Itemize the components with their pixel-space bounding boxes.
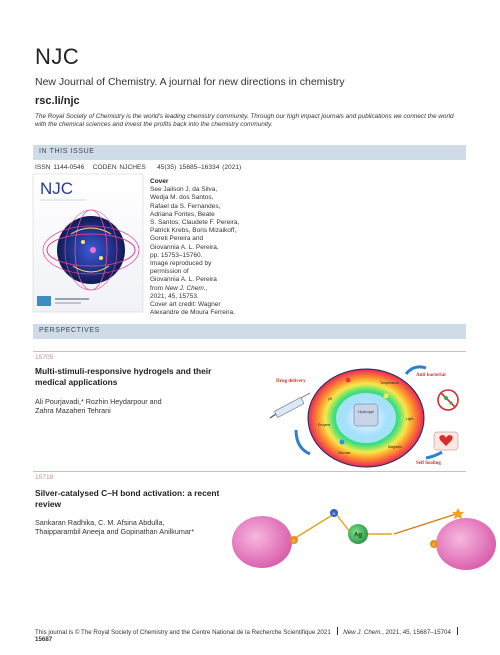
article-authors	[35, 397, 235, 416]
cover-caption-line: Adriana Fontes, Beate	[150, 210, 215, 218]
cover-image[interactable]	[31, 172, 145, 314]
healing-heart-icon	[434, 432, 458, 450]
article-title[interactable]	[35, 488, 235, 509]
cover-caption-line: Patrick Krebs, Boris Mizaikoff,	[150, 227, 237, 235]
hydrogel-graphic	[266, 360, 466, 472]
article-authors-line: Thaipparambil Aneeja and Gopinathan Anilkumar*	[35, 527, 195, 537]
article-title-line: medical applications	[35, 376, 118, 387]
article-title-line: Silver-catalysed C–H bond activation: a recent	[35, 488, 220, 498]
enzyme-label: Enzyme	[318, 423, 331, 427]
anti-bacterial-label: Anti bacterial	[416, 373, 446, 378]
intro-paragraph: The Royal Society of Chemistry is the world’s leading chemistry community. Through our high impact journals and publications we connect the world with the chemical sciences and invest the profits back into the chemistry community.	[35, 113, 454, 129]
syringe-icon	[270, 393, 310, 418]
footer-copyright: This journal is © The Royal Society of Chemistry and the Centre National de la Recherche Scientifique 2021	[35, 629, 331, 636]
cover-caption-line: Giovannia A. L. Pereira	[150, 276, 217, 284]
cover-logo: NJC	[40, 179, 74, 198]
temperature-label: Temperature	[380, 381, 400, 385]
issn: ISSN 1144-0546	[35, 164, 85, 171]
cover-caption-heading: Cover	[150, 178, 169, 185]
carbon-label: C	[292, 538, 296, 543]
cover-caption-line: See Jailson J. da Silva,	[150, 186, 218, 194]
silver-catalysis-graphic	[262, 500, 466, 572]
cover-caption-line: Goreti Pereira and	[150, 235, 204, 243]
footer-page-number: 15687	[35, 636, 53, 643]
footer-citation: , 2021, 45, 15687–15704	[382, 629, 451, 636]
cover-caption-line: Rafael da S. Fernandes,	[150, 202, 221, 210]
volume-pages: 45(35) 15685–16334 (2021)	[157, 164, 242, 171]
cover-caption-line: Giovannia A. L. Pereira,	[150, 243, 219, 251]
arrow-icon	[296, 430, 310, 454]
page-footer	[35, 627, 468, 643]
cover-caption-line	[150, 285, 260, 293]
cover-caption	[150, 178, 260, 317]
section-band-perspectives	[33, 324, 466, 339]
footer-separator	[457, 627, 458, 635]
carbon-label: C	[432, 542, 436, 547]
journal-url[interactable]: rsc.li/njc	[35, 95, 80, 107]
from-suffix: ,	[205, 284, 208, 292]
cover-caption-line: permission of	[150, 268, 189, 276]
article-authors-line: Ali Pourjavadi,* Rozhin Heydarpour and	[35, 397, 162, 406]
hydrogel-label: Hydrogel	[357, 409, 375, 414]
coden: CODEN NJCHES	[92, 164, 146, 171]
article-title-line: Multi-stimuli-responsive hydrogels and their	[35, 366, 212, 376]
footer-separator	[337, 627, 338, 635]
self-healing-label: Self healing	[416, 461, 441, 466]
issn-line	[35, 164, 241, 171]
section-heading: PERSPECTIVES	[39, 327, 100, 334]
article-divider	[33, 351, 466, 352]
spark-icon	[452, 508, 464, 519]
drug-delivery-label: Drug delivery	[276, 379, 306, 384]
article-page-number[interactable]: 15718	[35, 474, 54, 481]
section-band-in-this-issue	[33, 145, 466, 160]
article-title-line: review	[35, 498, 62, 509]
from-journal: New J. Chem.	[164, 284, 206, 292]
journal-abbrev: NJC	[35, 44, 80, 69]
ph-label: pH	[328, 397, 333, 401]
cover-caption-line[interactable]: pp. 15753–15760.	[150, 251, 203, 259]
cover-caption-line: Cover art credit: Wagner	[150, 301, 221, 309]
cover-caption-line: 2021, 45, 15753.	[150, 292, 199, 300]
article-authors-line: Sankaran Radhika, C. M. Afsina Abdulla,	[35, 518, 165, 527]
cover-caption-line: Alexandre de Moura Ferreira.	[150, 309, 235, 317]
article-title[interactable]	[35, 366, 235, 387]
section-heading: IN THIS ISSUE	[39, 148, 95, 155]
footer-citation-journal: New J. Chem.	[343, 629, 383, 636]
cover-caption-line: Image reproduced by	[150, 260, 212, 268]
article-page-number[interactable]: 15705	[35, 354, 54, 361]
silver-label: Ag	[354, 532, 362, 539]
article-authors	[35, 518, 235, 537]
hydrogen-label: H	[332, 511, 336, 516]
from-prefix: from	[150, 284, 163, 292]
glucose-label: Glucose	[338, 451, 351, 455]
cover-caption-line: S. Santos, Claudete F. Pereira,	[150, 219, 240, 227]
article-divider	[33, 471, 466, 472]
cover-caption-line: Wedja M. dos Santos,	[150, 194, 214, 202]
article-authors-line: Zahra Mazaheri Tehrani	[35, 406, 111, 416]
no-bacteria-icon	[438, 390, 458, 410]
magnetic-label: Magnetic	[388, 445, 402, 449]
journal-tagline: New Journal of Chemistry. A journal for new directions in chemistry	[35, 76, 345, 88]
arrow-icon	[426, 452, 442, 458]
light-label: Light	[406, 417, 414, 421]
